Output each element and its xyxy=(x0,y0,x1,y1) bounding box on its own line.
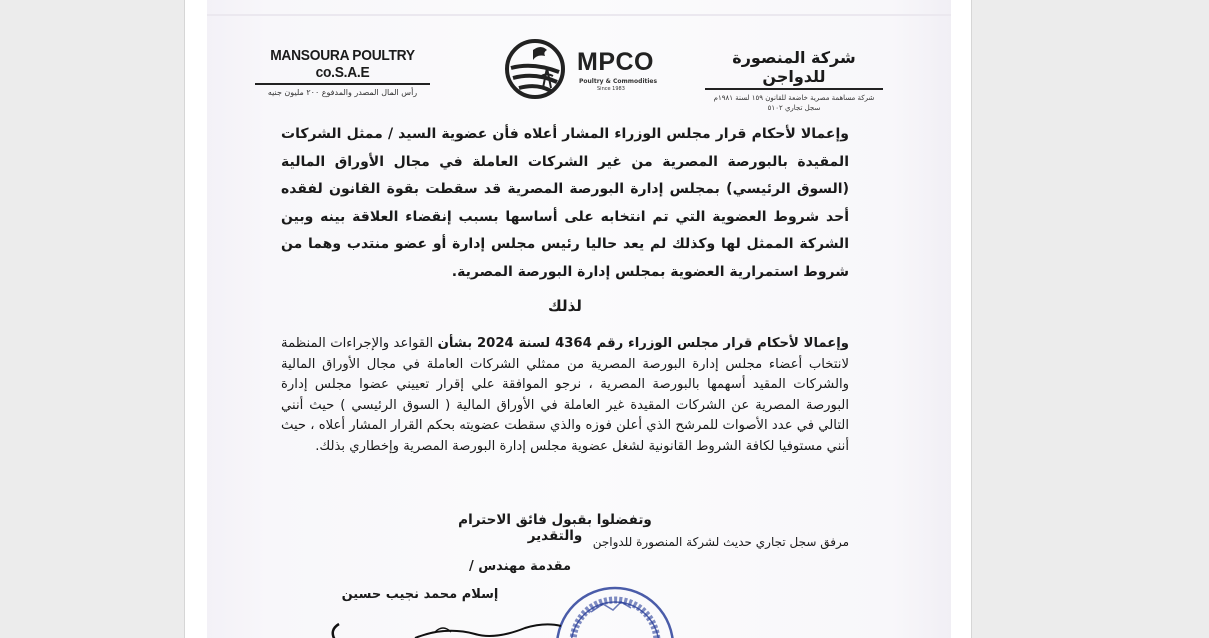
company-name-arabic: شركة المنصورة للدواجن xyxy=(732,48,856,86)
commercial-register: سجل تجاري ٥١٠٢ xyxy=(767,104,821,112)
closing-salutation: وتفضلوا بقبول فائق الاحترام والتقدير xyxy=(458,512,652,544)
request-body: القواعد والإجراءات المنظمة لانتخاب أعضاء مجلس إدارة البورصة المصرية من ممثلي الشركات العاملة في مجال الأوراق المالية والشركات المقيد أسهمها بالبورصة المصرية ، نرجو الموافقة علي إقرار تعييني عضوا مجلس إدارة البورصة المصرية عن الشركات المقيدة غير العاملة في الأوراق المالية ( السوق الرئيسي ) حيث أنني التالي في عدد الأصوات للمرشح الذي أعلن فوزه والذي سقطت عضويته بحكم القرار المشار أعلاه ، حيث أنني مستوفيا لكافة الشروط القانونية لشغل عضوية مجلس إدارة البورصة المصرية وإخطاري بذلك. xyxy=(281,336,849,454)
request-lead: وإعمالا لأحكام قرار مجلس الوزراء رقم 4364 لسنة 2024 بشأن xyxy=(437,336,849,351)
letterhead-left xyxy=(255,47,430,97)
handwritten-signature xyxy=(325,606,565,638)
letterhead-right-rule xyxy=(705,88,883,90)
scan-edge-line xyxy=(207,14,951,16)
signer-name: إسلام محمد نجيب حسين xyxy=(341,587,499,602)
logo-tagline: Poultry & Commodities xyxy=(579,78,658,85)
attachment-note: مرفق سجل تجاري حديث لشركة المنصورة للدواجن xyxy=(592,535,849,549)
logo-since: Since 1983 xyxy=(597,86,625,92)
letterhead-right xyxy=(705,48,883,113)
capital-statement: رأس المال المصدر والمدفوع ٢٠٠ مليون جنيه xyxy=(267,88,418,97)
paragraph-request xyxy=(281,334,849,458)
company-legal-status: شركة مساهمة مصرية خاضعة للقانون ١٥٩ لسنة ١٩٨١م xyxy=(713,94,875,102)
paragraph-membership-lapsed: وإعمالا لأحكام قرار مجلس الوزراء المشار أعلاه فأن عضوية السيد / ممثل الشركات المقيدة بالبورصة المصرية من غير الشركات العاملة في مجال الأوراق المالية (السوق الرئيسي) بمجلس إدارة البورصة المصرية قد سقطت بقوة القانون لفقده أحد شروط العضوية التي تم انتخابه على أساسها بسبب إنقضاء العلاقة بينه وبين الشركة الممثل لها وكذلك لم يعد حاليا رئيس مجلس إدارة أو عضو منتدب وهما من شروط استمرارية العضوية بمجلس إدارة البورصة المصرية. xyxy=(281,126,849,280)
therefore-heading: لذلك xyxy=(548,297,582,315)
company-logo xyxy=(503,38,663,98)
company-name-english: MANSOURA POULTRY co.S.A.E xyxy=(270,47,415,81)
document-page xyxy=(184,0,972,638)
presented-by-label: مقدمة مهندس / xyxy=(468,559,572,574)
company-stamp xyxy=(551,582,679,638)
logo-brand-text: MPCO xyxy=(577,48,654,76)
rooster-emblem-icon xyxy=(503,38,573,100)
letterhead-left-rule xyxy=(255,83,430,85)
